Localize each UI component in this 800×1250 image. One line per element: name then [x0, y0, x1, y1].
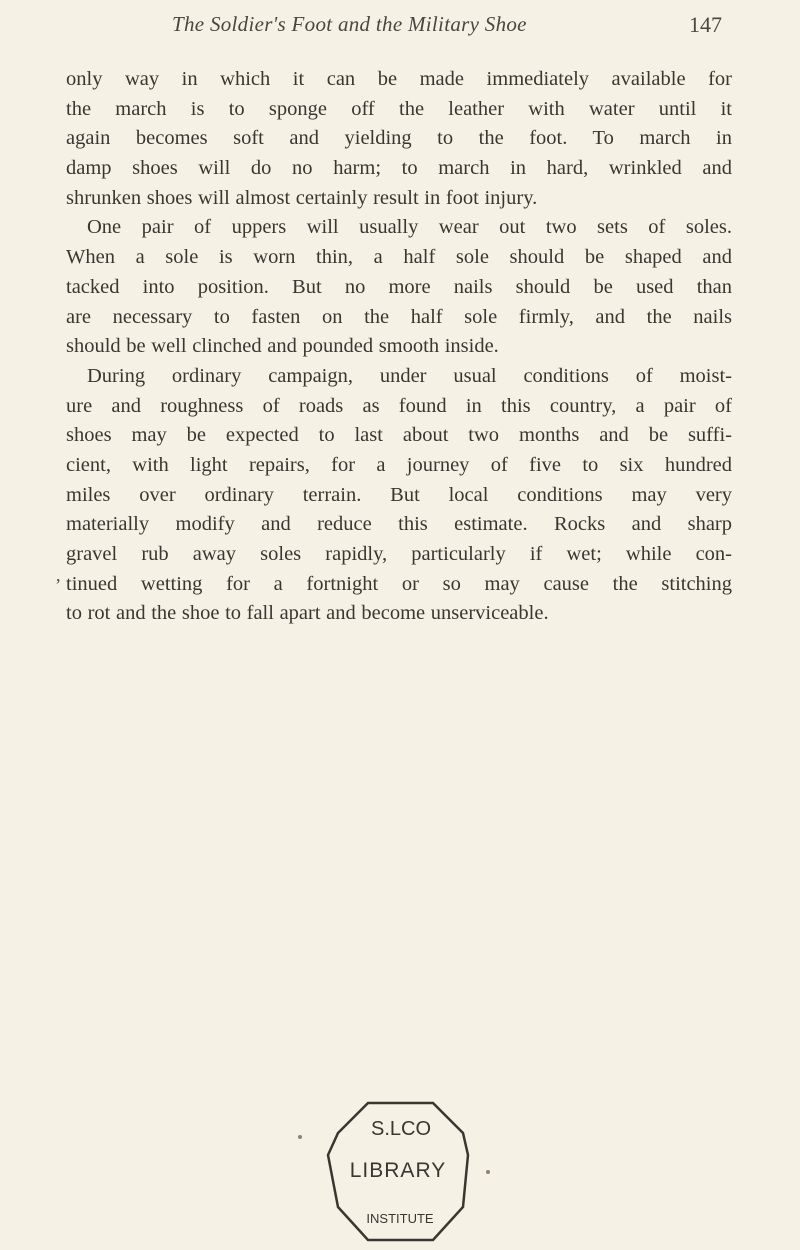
text-line: are necessary to fasten on the half sole firmly, and the nails	[66, 305, 732, 328]
text-line: to rot and the shoe to fall apart and become unserviceable.	[66, 602, 549, 625]
speck-mark	[298, 1135, 302, 1139]
stamp-top-text: S.LCO	[370, 1118, 432, 1140]
text-line: shrunken shoes will almost certainly result in foot injury.	[66, 186, 538, 209]
text-line: shoes may be expected to last about two months and be suffi-	[66, 424, 732, 447]
text-line: again becomes soft and yielding to the foot. To march in	[66, 127, 732, 150]
text-line: cient, with light repairs, for a journey of five to six hundred	[66, 453, 732, 476]
stamp-bottom-text: INSTITUTE	[366, 1211, 434, 1226]
text-line: When a sole is worn thin, a half sole should be shaped and	[66, 246, 732, 269]
text-line: During ordinary campaign, under usual conditions of moist-	[87, 364, 732, 387]
text-line: only way in which it can be made immediately available for	[66, 68, 732, 90]
running-head	[172, 12, 722, 42]
text-line: damp shoes will do no harm; to march in hard, wrinkled and	[66, 157, 732, 180]
text-line: materially modify and reduce this estimate. Rocks and sharp	[66, 513, 732, 536]
text-line: One pair of uppers will usually wear out two sets of soles.	[87, 216, 732, 239]
text-line: the march is to sponge off the leather with water until it	[66, 97, 732, 120]
text-line: ure and roughness of roads as found in this country, a pair of	[66, 394, 732, 417]
stamp-center-text: LIBRARY	[349, 1159, 447, 1182]
page-number: 147	[689, 12, 722, 37]
text-line: tacked into position. But no more nails should be used than	[66, 275, 732, 298]
body-text	[66, 65, 732, 629]
library-stamp	[308, 1095, 488, 1245]
text-line: should be well clinched and pounded smooth inside.	[66, 335, 499, 358]
text-line: miles over ordinary terrain. But local conditions may very	[66, 483, 732, 506]
running-title: The Soldier's Foot and the Military Shoe	[172, 12, 527, 36]
margin-mark: ,	[56, 565, 61, 585]
text-line: tinued wetting for a fortnight or so may cause the stitching	[66, 572, 732, 595]
library-stamp-graphic	[308, 1095, 488, 1245]
text-line: gravel rub away soles rapidly, particularly if wet; while con-	[66, 543, 732, 565]
